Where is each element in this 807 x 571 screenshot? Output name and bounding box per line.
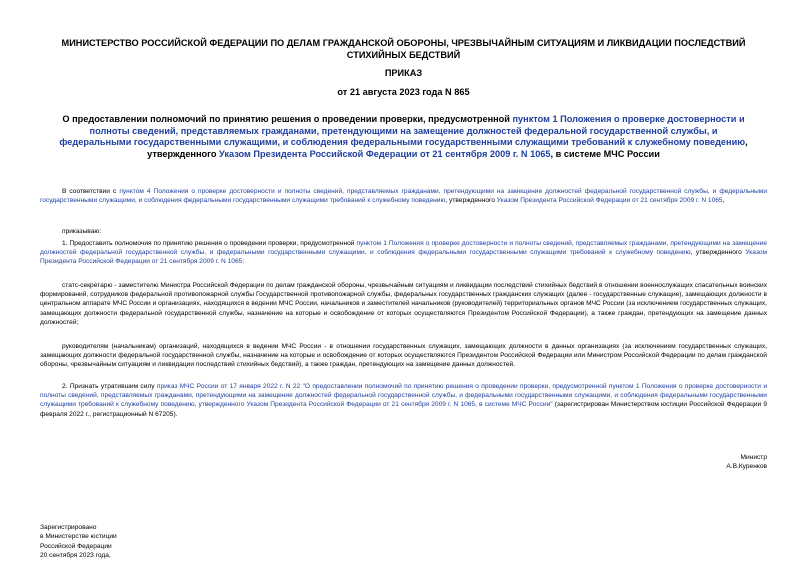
registration-block: [40, 523, 117, 561]
item-1-subparagraph-b: руководителям (начальникам) организаций, находящихся в ведении МЧС России - в отношении государственных служащих, замещающих должности в данных организациях (за исключением государственных служащих, замещающих должности федеральной государственной службы, назначение на которые и освобождение от которых осуществляются Президентом Российской Федерации или Министром Российской Федерации по делам гражданской обороны, чрезвычайным ситуациям и ликвидации последствий стихийных бедствий), а также граждан, претендующих на замещение данных должностей.: [40, 343, 767, 369]
document-title: [58, 114, 749, 160]
item-2-link-order[interactable]: приказ МЧС России от 17 января 2022 г. N 22 "О предоставлении полномочий по принятию решения о проведении проверки, предусмотренной пунктом 1 Положения о проверке достоверности и полноты сведений, представляемых гражданами, претендующими на замещение должностей федеральной государственной службы, и федеральными государственными служащими, и соблюдения федеральными государственными служащими требований к служебному поведению, утвержденного Указом Президента Российской Федерации от 21 сентября 2009 г. N 1065, в системе МЧС России": [40, 383, 768, 409]
item-1-subparagraph-a: статс-секретарю - заместителю Министра Российской Федерации по делам гражданской обороны, чрезвычайным ситуациям и ликвидации последствий стихийных бедствий в отношении военнослужащих спасательных воинских формирований, сотрудников федеральной противопожарной службы Государственной противопожарной службы, федеральных государственных гражданских служащих (далее - государственные служащие), замещающих должности в центральном аппарате МЧС России и организациях, находящихся в ведении МЧС России, начальников и заместителей начальников (руководителей) территориальных органов МЧС России (за исключением государственных служащих, замещающих должности федеральной государственной службы, назначение на которые и освобождение от которых осуществляются Президентом Российской Федерации), а также граждан, претендующих на замещение данных должностей;: [40, 282, 767, 326]
order-word: приказываю:: [62, 228, 102, 235]
item-2-paragraph: [40, 382, 767, 419]
signature-block: [726, 453, 767, 472]
title-link-decree[interactable]: Указом Президента Российской Федерации от 21 сентября 2009 г. N 1065: [219, 148, 551, 159]
title-text-1: О предоставлении полномочий по принятию решения о проведении проверки, предусмотренной: [62, 114, 513, 124]
item-1-paragraph: [40, 239, 767, 267]
preamble-link-decree[interactable]: Указом Президента Российской Федерации от 21 сентября 2009 г. N 1065: [496, 197, 723, 205]
signature-position: Министр: [740, 454, 767, 461]
registration-line-1: Зарегистрировано: [40, 524, 97, 531]
preamble-text-1: В соответствии с: [62, 188, 120, 195]
preamble-text-3: ,: [722, 197, 725, 205]
doc-type-heading: ПРИКАЗ: [384, 68, 423, 78]
preamble-paragraph: [40, 187, 767, 205]
item-2-text-1: 2. Признать утратившим силу: [62, 383, 157, 390]
item-2-text-2: (зарегистрирован Министерством юстиции Российской Федерации 9 февраля 2022 г., регистрационный N 67205).: [40, 401, 767, 418]
title-text-3: , в системе МЧС России: [550, 148, 660, 159]
preamble-link-regulation[interactable]: пунктом 4 Положения о проверке достоверности и полноты сведений, представляемых гражданами, претендующими на замещение должностей федеральной государственной службы, и федеральными государственными служащими, и соблюдения федеральными государственными служащими требований к служебному поведению: [40, 188, 768, 205]
registration-line-2: в Министерстве юстиции: [40, 533, 117, 541]
signature-name: А.В.Куренков: [726, 463, 767, 471]
item-1-text-3: :: [242, 258, 245, 266]
title-text-2: , утвержденного: [147, 137, 748, 159]
date-number-heading: от 21 августа 2023 года N 865: [337, 87, 470, 97]
item-1-link-regulation[interactable]: пунктом 1 Положения о проверке достоверности и полноты сведений, представляемых гражданами, претендующими на замещение должностей федеральной государственной службы, и федеральными государственными служащими, и соблюдения федеральными государственными служащими требований к служебному поведению: [40, 240, 767, 257]
preamble-text-2: , утвержденного: [445, 197, 497, 205]
item-1-text-2: , утвержденного: [690, 249, 746, 257]
registration-line-4: 20 сентября 2023 года,: [40, 552, 111, 560]
ministry-heading: МИНИСТЕРСТВО РОССИЙСКОЙ ФЕДЕРАЦИИ ПО ДЕЛАМ ГРАЖДАНСКОЙ ОБОРОНЫ, ЧРЕЗВЫЧАЙНЫМ СИТУАЦИЯМ И ЛИКВИДАЦИИ ПОСЛЕДСТВИЙ СТИХИЙНЫХ БЕДСТВИЙ: [61, 38, 746, 60]
title-link-regulation[interactable]: пунктом 1 Положения о проверке достоверности и полноты сведений, представляемых гражданами, претендующими на замещение должностей федеральной государственной службы, и федеральными государственными служащими, и соблюдения федеральными государственными служащими требований к служебному поведению: [59, 114, 746, 148]
registration-line-3: Российской Федерации: [40, 542, 112, 550]
item-1-link-decree[interactable]: Указом Президента Российской Федерации от 21 сентября 2009 г. N 1065: [40, 249, 767, 266]
item-1-text-1: 1. Предоставить полномочия по принятию решения о проведении проверки, предусмотренной: [62, 240, 357, 247]
